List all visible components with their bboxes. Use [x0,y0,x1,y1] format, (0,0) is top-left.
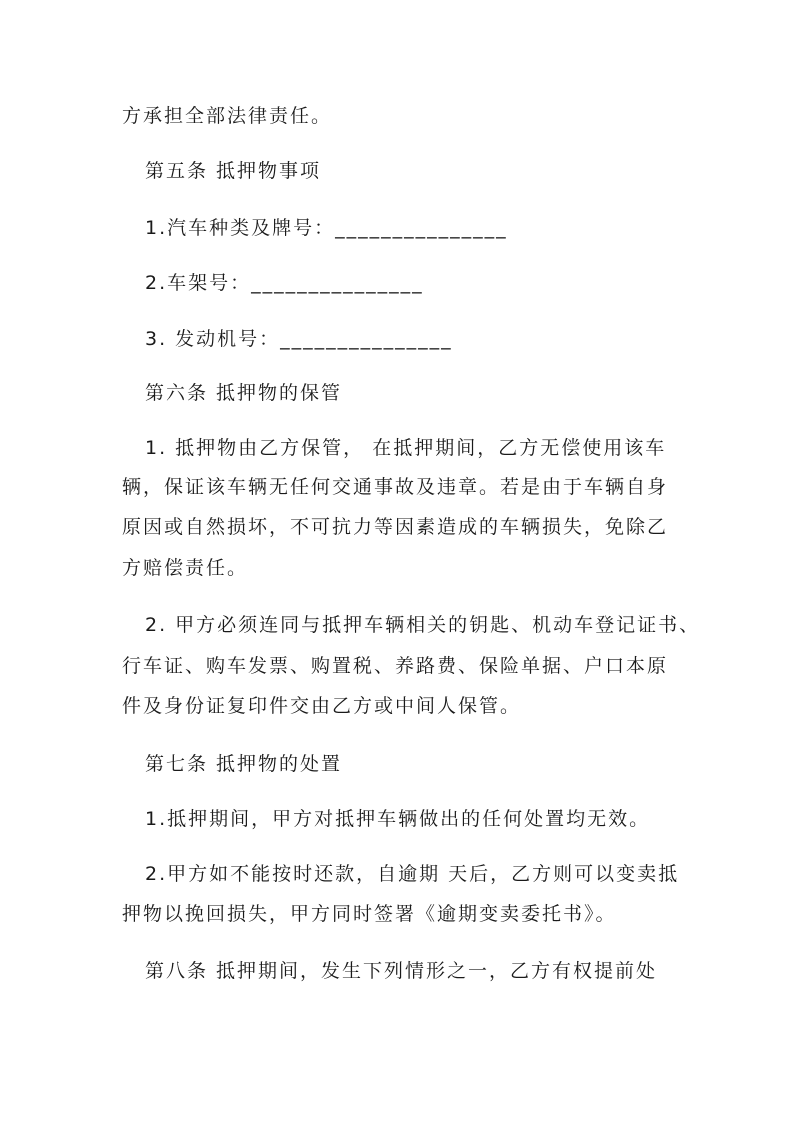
text-line: 押物以挽回损失，甲方同时签署《逾期变卖委托书》。 [122,903,617,925]
text-line: 2.甲方如不能按时还款，自逾期 天后，乙方则可以变卖抵 [145,863,680,885]
text-line: 原因或自然损坏，不可抗力等因素造成的车辆损失，免除乙 [122,516,669,538]
text-line: 3. 发动机号：_______________ [145,328,453,350]
text-line: 1.汽车种类及牌号：_______________ [145,217,508,239]
section-heading: 第八条 抵押期间，发生下列情形之一，乙方有权提前处 [145,960,658,982]
text-line: 件及身份证复印件交由乙方或中间人保管。 [122,695,522,717]
text-line: 1.抵押期间，甲方对抵押车辆做出的任何处置均无效。 [145,808,651,830]
text-line: 行车证、购车发票、购置税、养路费、保险单据、户口本原 [122,655,669,677]
text-line: 方承担全部法律责任。 [122,105,333,127]
section-heading: 第七条 抵押物的处置 [145,753,343,775]
text-line: 1. 抵押物由乙方保管， 在抵押期间，乙方无偿使用该车 [145,437,667,459]
text-line: 2. 甲方必须连同与抵押车辆相关的钥匙、机动车登记证书、 [145,614,701,636]
section-heading: 第六条 抵押物的保管 [145,382,343,404]
section-heading: 第五条 抵押物事项 [145,160,322,182]
text-line: 辆，保证该车辆无任何交通事故及违章。若是由于车辆自身 [122,476,669,498]
text-line: 方赔偿责任。 [122,557,249,579]
text-line: 2.车架号：_______________ [145,272,424,294]
